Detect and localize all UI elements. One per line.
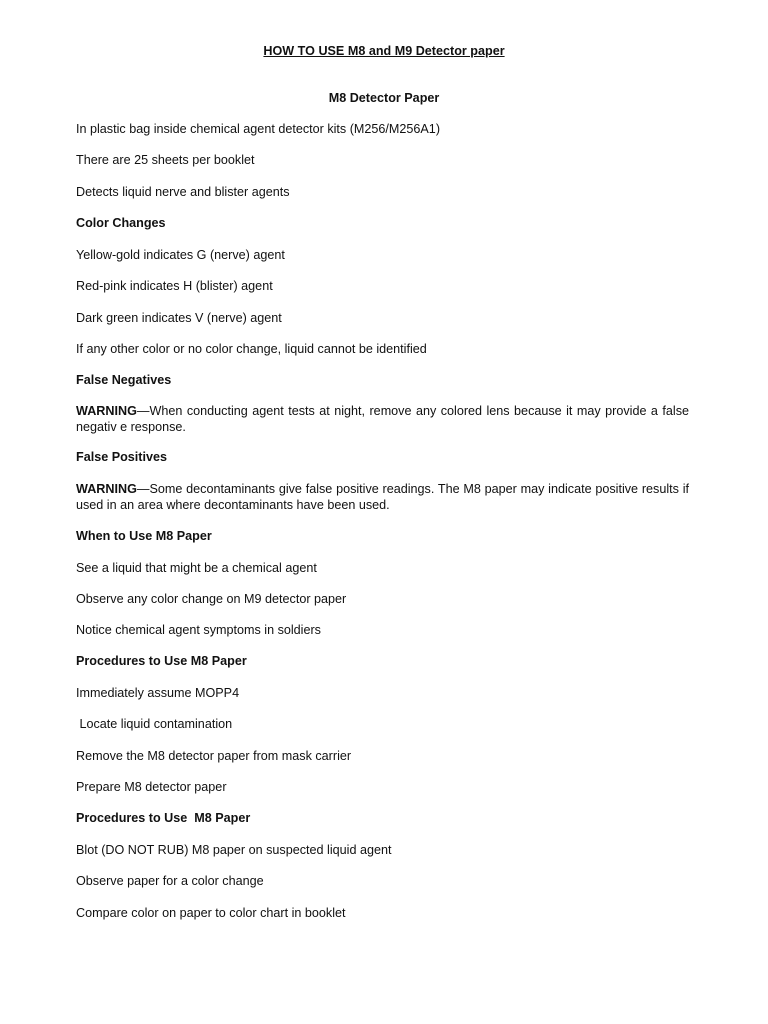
procedure-item: Blot (DO NOT RUB) M8 paper on suspected liquid agent (76, 843, 392, 857)
color-change-item: If any other color or no color change, liquid cannot be identified (76, 342, 427, 356)
color-change-item: Dark green indicates V (nerve) agent (76, 311, 282, 325)
procedure-item: Immediately assume MOPP4 (76, 686, 240, 700)
heading-color-changes: Color Changes (76, 216, 166, 230)
intro-line: Detects liquid nerve and blister agents (76, 185, 290, 199)
warning-text: —Some decontaminants give false positive readings. The M8 paper may indicate positive results if used in an area where decontaminants have been used. (76, 482, 689, 512)
warning-label: WARNING (76, 482, 137, 496)
document-title: HOW TO USE M8 and M9 Detector paper (263, 44, 505, 58)
heading-false-negatives: False Negatives (76, 373, 172, 387)
heading-when-to-use: When to Use M8 Paper (76, 529, 212, 543)
procedure-item: Locate liquid contamination (76, 717, 233, 731)
procedure-item: Remove the M8 detector paper from mask carrier (76, 749, 352, 763)
heading-false-positives: False Positives (76, 450, 168, 464)
warning-false-negatives (76, 403, 689, 435)
procedure-item: Prepare M8 detector paper (76, 780, 227, 794)
when-to-use-item: See a liquid that might be a chemical agent (76, 561, 317, 575)
warning-text: —When conducting agent tests at night, remove any colored lens because it may provide a false negativ e response. (76, 404, 689, 434)
warning-label: WARNING (76, 404, 137, 418)
when-to-use-item: Notice chemical agent symptoms in soldiers (76, 623, 321, 637)
procedure-item: Observe paper for a color change (76, 874, 264, 888)
color-change-item: Yellow-gold indicates G (nerve) agent (76, 248, 285, 262)
when-to-use-item: Observe any color change on M9 detector paper (76, 592, 347, 606)
procedure-item: Compare color on paper to color chart in booklet (76, 906, 346, 920)
heading-procedures-2: Procedures to Use M8 Paper (76, 811, 251, 825)
color-change-item: Red-pink indicates H (blister) agent (76, 279, 273, 293)
intro-line: There are 25 sheets per booklet (76, 153, 255, 167)
intro-line: In plastic bag inside chemical agent detector kits (M256/M256A1) (76, 122, 441, 136)
section-title-m8: M8 Detector Paper (328, 91, 440, 105)
warning-false-positives (76, 481, 689, 513)
heading-procedures-1: Procedures to Use M8 Paper (76, 654, 247, 668)
